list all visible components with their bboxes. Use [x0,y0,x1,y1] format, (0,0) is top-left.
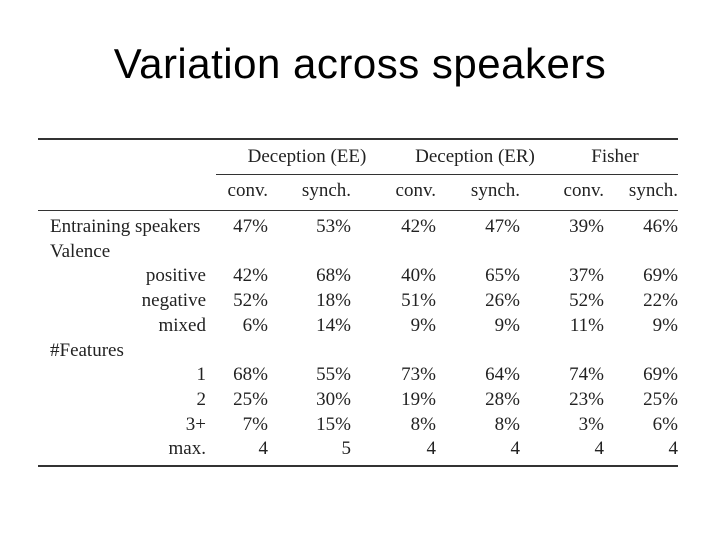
row-label: #Features [50,339,124,361]
table-cell: 42% [233,265,268,287]
table-cell: 9% [494,314,520,336]
table-cell: 42% [401,216,436,237]
table-bottom-rule [38,465,678,467]
table-cell: 4 [510,438,520,460]
table-cell: 69% [643,364,678,386]
header-rule [38,210,678,211]
row-label: max. [168,438,206,460]
table-cell: 6% [652,413,678,435]
table-cell: 69% [643,265,678,287]
table-cell: 68% [316,265,351,287]
table-cell: 14% [316,314,351,336]
results-table [38,138,678,468]
table-cell: 52% [569,290,604,312]
table-cell: 23% [569,388,604,410]
column-header: conv. [227,180,268,201]
column-header: conv. [395,180,436,201]
table-cell: 51% [401,290,436,312]
table-cell: 26% [485,290,520,312]
table-cell: 65% [485,265,520,287]
table-cell: 4 [426,438,436,460]
table-cell: 8% [494,413,520,435]
table-cell: 25% [643,388,678,410]
row-label: mixed [158,314,206,336]
group-header: Fisher [591,146,639,167]
table-cell: 30% [316,388,351,410]
table-cell: 6% [242,314,268,336]
table-cell: 19% [401,388,436,410]
row-label: 1 [196,364,206,386]
table-cell: 11% [569,314,604,336]
table-cell: 9% [652,314,678,336]
group-rule-fisher [552,174,678,175]
table-cell: 52% [233,290,268,312]
column-header: synch. [628,180,678,201]
table-cell: 64% [485,364,520,386]
table-cell: 47% [485,216,520,237]
group-rule-er [384,174,566,175]
table-cell: 39% [569,216,604,237]
row-label: positive [145,265,206,287]
table-cell: 15% [316,413,351,435]
table-cell: 18% [316,290,351,312]
table-cell: 73% [401,364,436,386]
table-top-rule [38,138,678,140]
row-label: negative [141,290,206,312]
table-cell: 68% [233,364,268,386]
group-header: Deception (EE) [247,146,367,167]
row-label: 3+ [185,413,206,435]
group-header: Deception (ER) [415,146,535,167]
table-cell: 5 [341,438,351,460]
table-cell: 55% [316,364,351,386]
table-cell: 22% [643,290,678,312]
table-cell: 47% [233,216,268,237]
column-header: conv. [563,180,604,201]
row-label: Entraining speakers [50,216,201,237]
table-cell: 53% [316,216,351,237]
slide-title: Variation across speakers [113,40,607,87]
row-label: 2 [196,388,206,410]
table-cell: 3% [578,413,604,435]
table-cell: 9% [410,314,436,336]
column-header: synch. [301,180,351,201]
table-cell: 4 [258,438,268,460]
table-cell: 37% [569,265,604,287]
table-cell: 25% [233,388,268,410]
row-label: Valence [50,240,111,262]
group-rule-ee [216,174,398,175]
table-cell: 8% [410,413,436,435]
table-cell: 4 [594,438,604,460]
table-cell: 74% [569,364,604,386]
table-cell: 7% [242,413,268,435]
table-cell: 28% [485,388,520,410]
table-cell: 40% [401,265,436,287]
table-cell: 46% [643,216,678,237]
column-header: synch. [470,180,520,201]
table-cell: 4 [668,438,678,460]
